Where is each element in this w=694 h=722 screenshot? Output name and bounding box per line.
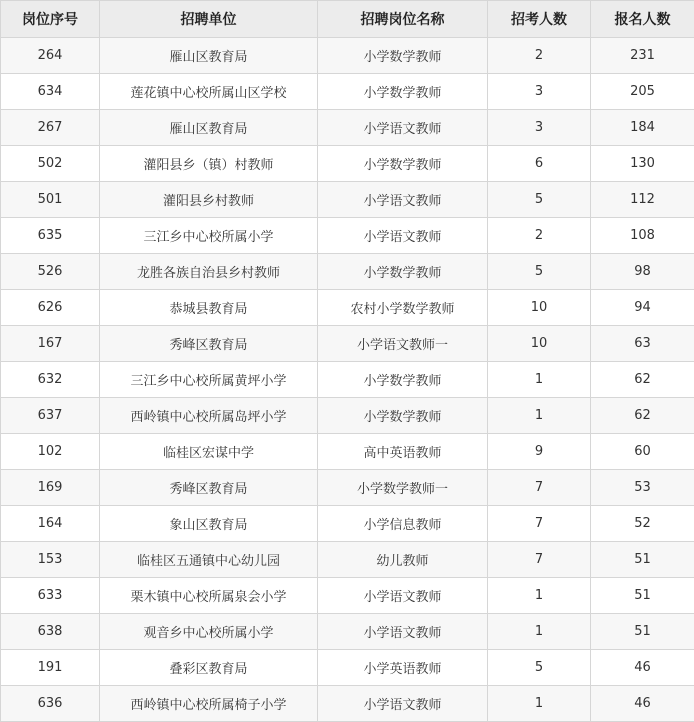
position-id-cell: 526 [1, 254, 100, 290]
position-id-cell: 267 [1, 110, 100, 146]
position-id-cell: 632 [1, 362, 100, 398]
header-applicants: 报名人数 [591, 1, 694, 38]
applicants-cell: 94 [591, 290, 694, 326]
position-name-cell: 小学英语教师 [318, 650, 488, 686]
table-row [1, 470, 694, 506]
applicants-cell: 51 [591, 542, 694, 578]
header-position-id: 岗位序号 [1, 1, 100, 38]
header-employer: 招聘单位 [100, 1, 318, 38]
table-row [1, 38, 694, 74]
quota-cell: 10 [488, 326, 591, 362]
position-id-cell: 102 [1, 434, 100, 470]
employer-cell: 临桂区五通镇中心幼儿园 [100, 542, 318, 578]
table-row [1, 434, 694, 470]
position-id-cell: 501 [1, 182, 100, 218]
quota-cell: 1 [488, 362, 591, 398]
quota-cell: 1 [488, 398, 591, 434]
employer-cell: 西岭镇中心校所属椅子小学 [100, 686, 318, 722]
table-row [1, 254, 694, 290]
applicants-cell: 108 [591, 218, 694, 254]
position-name-cell: 幼儿教师 [318, 542, 488, 578]
employer-cell: 三江乡中心校所属小学 [100, 218, 318, 254]
employer-cell: 灌阳县乡（镇）村教师 [100, 146, 318, 182]
quota-cell: 5 [488, 182, 591, 218]
table-row [1, 578, 694, 614]
table-row [1, 182, 694, 218]
position-name-cell: 小学语文教师一 [318, 326, 488, 362]
header-quota: 招考人数 [488, 1, 591, 38]
employer-cell: 观音乡中心校所属小学 [100, 614, 318, 650]
applicants-cell: 205 [591, 74, 694, 110]
quota-cell: 2 [488, 218, 591, 254]
employer-cell: 灌阳县乡村教师 [100, 182, 318, 218]
applicants-cell: 60 [591, 434, 694, 470]
employer-cell: 三江乡中心校所属黄坪小学 [100, 362, 318, 398]
applicants-cell: 63 [591, 326, 694, 362]
position-id-cell: 635 [1, 218, 100, 254]
applicants-cell: 46 [591, 686, 694, 722]
applicants-cell: 51 [591, 614, 694, 650]
table-row [1, 362, 694, 398]
applicants-cell: 112 [591, 182, 694, 218]
table-row [1, 110, 694, 146]
quota-cell: 7 [488, 506, 591, 542]
employer-cell: 西岭镇中心校所属岛坪小学 [100, 398, 318, 434]
position-id-cell: 502 [1, 146, 100, 182]
position-name-cell: 小学语文教师 [318, 614, 488, 650]
table-row [1, 146, 694, 182]
position-name-cell: 高中英语教师 [318, 434, 488, 470]
position-name-cell: 小学数学教师 [318, 74, 488, 110]
position-id-cell: 633 [1, 578, 100, 614]
applicants-cell: 46 [591, 650, 694, 686]
employer-cell: 叠彩区教育局 [100, 650, 318, 686]
position-name-cell: 农村小学数学教师 [318, 290, 488, 326]
table-body [1, 38, 694, 722]
quota-cell: 3 [488, 74, 591, 110]
position-id-cell: 153 [1, 542, 100, 578]
quota-cell: 9 [488, 434, 591, 470]
employer-cell: 雁山区教育局 [100, 38, 318, 74]
quota-cell: 3 [488, 110, 591, 146]
position-name-cell: 小学数学教师 [318, 146, 488, 182]
table-row [1, 614, 694, 650]
position-id-cell: 169 [1, 470, 100, 506]
employer-cell: 莲花镇中心校所属山区学校 [100, 74, 318, 110]
position-name-cell: 小学语文教师 [318, 578, 488, 614]
position-id-cell: 636 [1, 686, 100, 722]
employer-cell: 临桂区宏谋中学 [100, 434, 318, 470]
table-row [1, 290, 694, 326]
header-row [1, 1, 694, 38]
applicants-cell: 52 [591, 506, 694, 542]
employer-cell: 龙胜各族自治县乡村教师 [100, 254, 318, 290]
position-id-cell: 164 [1, 506, 100, 542]
position-id-cell: 637 [1, 398, 100, 434]
position-id-cell: 167 [1, 326, 100, 362]
employer-cell: 雁山区教育局 [100, 110, 318, 146]
employer-cell: 秀峰区教育局 [100, 326, 318, 362]
quota-cell: 1 [488, 686, 591, 722]
employer-cell: 秀峰区教育局 [100, 470, 318, 506]
position-id-cell: 264 [1, 38, 100, 74]
position-id-cell: 638 [1, 614, 100, 650]
applicants-cell: 62 [591, 398, 694, 434]
quota-cell: 1 [488, 614, 591, 650]
quota-cell: 5 [488, 650, 591, 686]
table-row [1, 686, 694, 722]
position-name-cell: 小学数学教师 [318, 362, 488, 398]
quota-cell: 7 [488, 542, 591, 578]
position-name-cell: 小学信息教师 [318, 506, 488, 542]
position-name-cell: 小学语文教师 [318, 218, 488, 254]
quota-cell: 1 [488, 578, 591, 614]
header-position-name: 招聘岗位名称 [318, 1, 488, 38]
quota-cell: 2 [488, 38, 591, 74]
table-row [1, 218, 694, 254]
employer-cell: 象山区教育局 [100, 506, 318, 542]
position-name-cell: 小学数学教师 [318, 398, 488, 434]
applicants-cell: 231 [591, 38, 694, 74]
employer-cell: 恭城县教育局 [100, 290, 318, 326]
table-row [1, 650, 694, 686]
applicants-cell: 53 [591, 470, 694, 506]
table-row [1, 398, 694, 434]
position-name-cell: 小学数学教师 [318, 38, 488, 74]
position-name-cell: 小学数学教师 [318, 254, 488, 290]
table-row [1, 74, 694, 110]
position-id-cell: 626 [1, 290, 100, 326]
position-id-cell: 191 [1, 650, 100, 686]
table-row [1, 326, 694, 362]
quota-cell: 6 [488, 146, 591, 182]
table-row [1, 542, 694, 578]
quota-cell: 5 [488, 254, 591, 290]
position-name-cell: 小学数学教师一 [318, 470, 488, 506]
applicants-cell: 98 [591, 254, 694, 290]
table-row [1, 506, 694, 542]
quota-cell: 10 [488, 290, 591, 326]
applicants-cell: 62 [591, 362, 694, 398]
applicants-cell: 130 [591, 146, 694, 182]
quota-cell: 7 [488, 470, 591, 506]
applicants-cell: 184 [591, 110, 694, 146]
position-id-cell: 634 [1, 74, 100, 110]
position-name-cell: 小学语文教师 [318, 182, 488, 218]
applicants-cell: 51 [591, 578, 694, 614]
position-name-cell: 小学语文教师 [318, 686, 488, 722]
position-name-cell: 小学语文教师 [318, 110, 488, 146]
employer-cell: 栗木镇中心校所属泉会小学 [100, 578, 318, 614]
